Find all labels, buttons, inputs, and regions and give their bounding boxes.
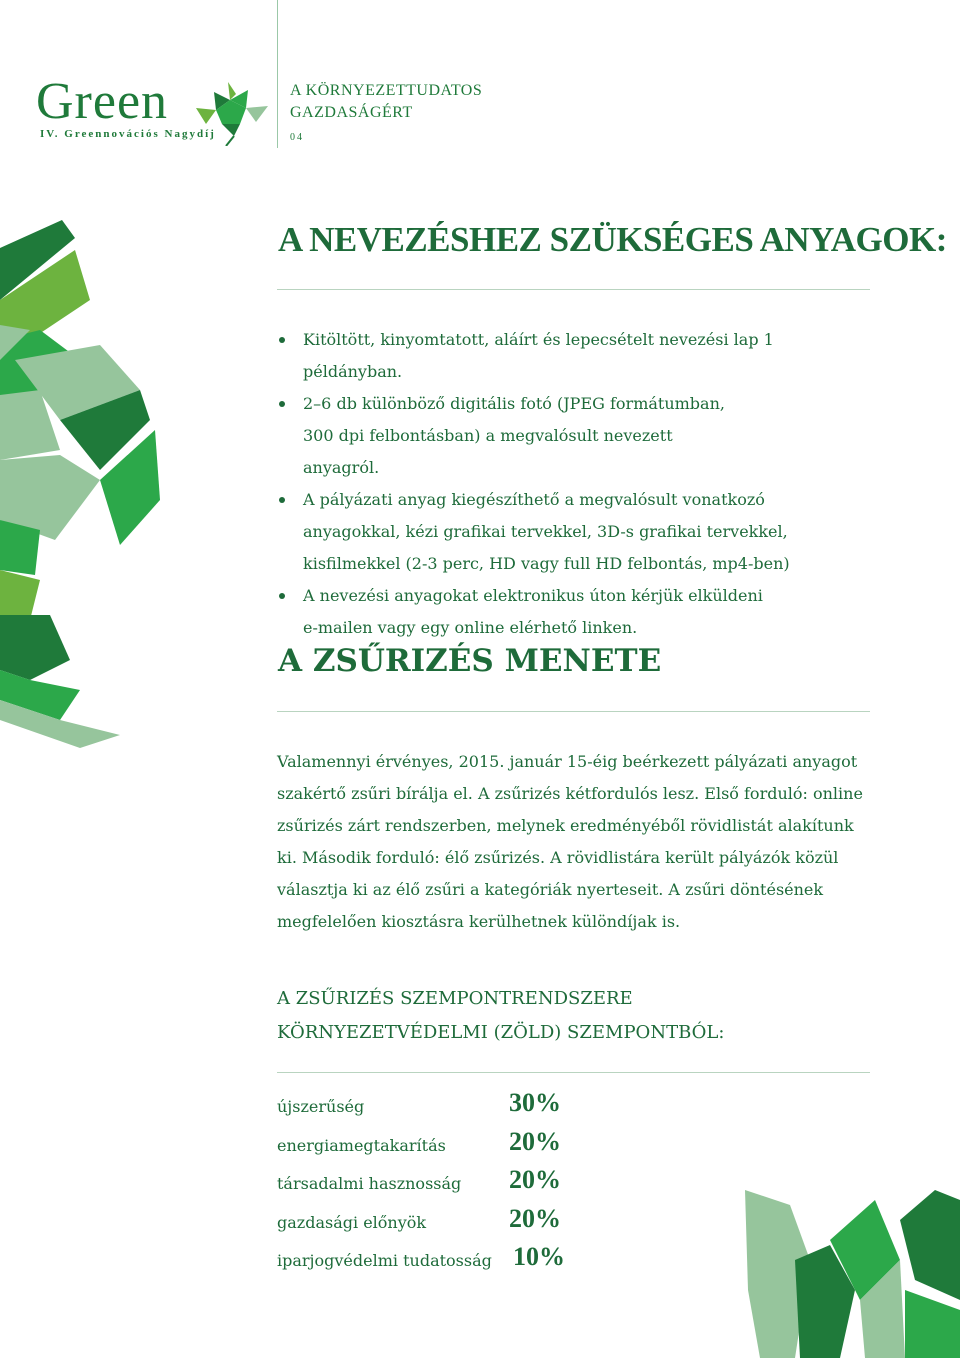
criteria-row xyxy=(277,1240,617,1272)
criteria-percent: 20% xyxy=(509,1127,561,1156)
list-item: 2–6 db különböző digitális fotó (JPEG formátumban, 300 dpi felbontásban) a megvalósult nevezett anyagról. xyxy=(278,388,733,484)
criteria-heading-line2: KÖRNYEZETVÉDELMI (ZÖLD) SZEMPONTBÓL: xyxy=(277,1022,725,1043)
criteria-percent: 20% xyxy=(509,1165,561,1194)
criteria-label: energiamegtakarítás xyxy=(277,1136,446,1155)
criteria-label: iparjogvédelmi tudatosság xyxy=(277,1251,492,1270)
criteria-heading xyxy=(277,982,724,1050)
materials-list xyxy=(278,324,868,644)
criteria-row xyxy=(277,1086,617,1118)
header-divider-line xyxy=(277,0,278,148)
criteria-percent: 30% xyxy=(509,1088,561,1117)
page-number: 04 xyxy=(290,132,304,143)
criteria-row xyxy=(277,1125,617,1157)
criteria-percent: 10% xyxy=(513,1242,565,1271)
list-item: A pályázati anyag kiegészíthető a megvalósult vonatkozó anyagokkal, kézi grafikai tervekkel, 3D-s grafikai tervekkel, kisfilmekkel (2-3 perc, HD vagy full HD felbontás, mp4-ben) xyxy=(278,484,843,580)
header-title: A KÖRNYEZETTUDATOS GAZDASÁGÉRT xyxy=(290,82,483,121)
logo-subtitle: IV. Greennovációs Nagydíj xyxy=(40,128,216,140)
section-divider xyxy=(277,711,870,712)
section-divider xyxy=(277,289,870,290)
section-divider xyxy=(277,1072,870,1073)
criteria-row xyxy=(277,1202,617,1234)
section-heading-materials: A NEVEZÉSHEZ SZÜKSÉGES ANYAGOK: xyxy=(278,220,947,259)
criteria-label: gazdasági előnyök xyxy=(277,1213,427,1232)
criteria-heading-line1: A ZSŰRIZÉS SZEMPONTRENDSZERE xyxy=(277,988,633,1009)
criteria-percent: 20% xyxy=(509,1204,561,1233)
green-logo-wordmark: Green xyxy=(36,73,169,130)
judging-paragraph: Valamennyi érvényes, 2015. január 15-éig beérkezett pályázati anyagot szakértő zsűri bírálja el. A zsűrizés kétfordulós lesz. Első forduló: online zsűrizés zárt rendszerben, melynek eredményéből rövidlistát alakítunk ki. Második forduló: élő zsűrizés. A rövidlistára került pályázók közül választja ki az élő zsűri a kategóriák nyerteseit. A zsűri döntésének megfelelően kiosztásra kerülhetnek különdíjak is. xyxy=(277,752,863,931)
list-item: A nevezési anyagokat elektronikus úton kérjük elküldeni e-mailen vagy egy online elérhető linken. xyxy=(278,580,773,644)
section-heading-judging: A ZSŰRIZÉS MENETE xyxy=(278,643,662,679)
criteria-label: újszerűség xyxy=(277,1097,365,1116)
criteria-label: társadalmi hasznosság xyxy=(277,1174,462,1193)
maple-leaf-icon xyxy=(190,80,272,146)
criteria-row xyxy=(277,1163,617,1195)
list-item: Kitöltött, kinyomtatott, aláírt és lepecsételt nevezési lap 1 példányban. xyxy=(278,324,868,388)
